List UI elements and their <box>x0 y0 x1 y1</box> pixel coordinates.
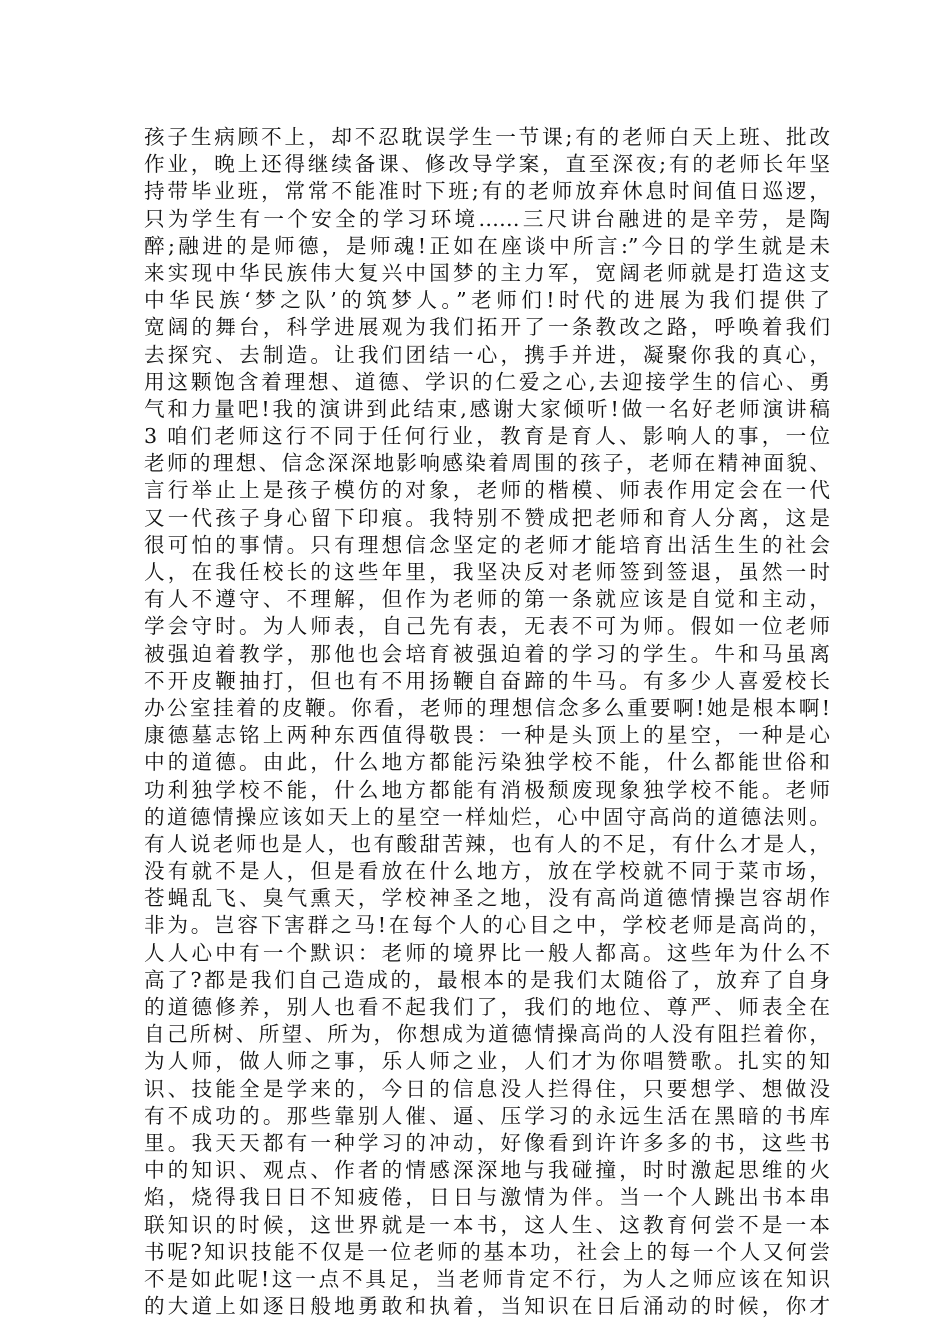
text-line: 非为。岂容下害群之马!在每个人的心目之中，学校老师是高尚的， <box>144 913 830 938</box>
text-line: 中华民族‘梦之队’的筑梦人。”老师们!时代的进展为我们提供了 <box>144 288 830 313</box>
text-line: 老师的理想、信念深深地影响感染着周围的孩子，老师在精神面貌、 <box>144 451 830 476</box>
text-line: 书呢?知识技能不仅是一位老师的基本功，社会上的每一个人又何尝 <box>144 1239 830 1264</box>
text-line: 作业，晚上还得继续备课、修改导学案，直至深夜;有的老师长年坚 <box>144 152 830 177</box>
text-line: 康德墓志铭上两种东西值得敬畏：一种是头顶上的星空，一种是心 <box>144 723 830 748</box>
text-line: 被强迫着教学，那他也会培育被强迫着的学习的学生。牛和马虽离 <box>144 641 830 666</box>
text-line: 又一代孩子身心留下印痕。我特别不赞成把老师和育人分离，这是 <box>144 505 830 530</box>
text-line: 苍蝇乱飞、臭气熏天，学校神圣之地，没有高尚道德情操岂容胡作 <box>144 886 830 911</box>
text-line: 用这颗饱含着理想、道德、学识的仁爱之心,去迎接学生的信心、勇 <box>144 369 830 394</box>
text-line: 宽阔的舞台，科学进展观为我们拓开了一条教改之路，呼唤着我们 <box>144 315 830 340</box>
text-line: 办公室挂着的皮鞭。你看，老师的理想信念多么重要啊!她是根本啊! <box>144 695 830 720</box>
text-line: 中的道德。由此，什么地方都能污染独学校不能，什么都能世俗和 <box>144 750 830 775</box>
text-line: 醉;融进的是师德，是师魂!正如在座谈中所言:”今日的学生就是未 <box>144 233 830 258</box>
text-line: 3 咱们老师这行不同于任何行业，教育是育人、影响人的事，一位 <box>144 424 830 449</box>
text-line: 不是如此呢!这一点不具足，当老师肯定不行，为人之师应该在知识 <box>144 1266 830 1291</box>
text-line: 很可怕的事情。只有理想信念坚定的老师才能培育出活生生的社会 <box>144 532 830 557</box>
text-line: 人，在我任校长的这些年里，我坚决反对老师签到签退，虽然一时 <box>144 560 830 584</box>
text-line: 的大道上如逐日般地勇敢和执着，当知识在日后涌动的时候，你才 <box>144 1294 830 1319</box>
text-line: 持带毕业班，常常不能准时下班;有的老师放弃休息时间值日巡逻， <box>144 179 830 204</box>
text-line: 有不成功的。那些靠别人催、逼、压学习的永远生活在黑暗的书库 <box>144 1103 830 1128</box>
text-line: 的道德情操应该如天上的星空一样灿烂，心中固守高尚的道德法则。 <box>144 804 830 829</box>
text-line: 不开皮鞭抽打，但也有不用扬鞭自奋蹄的牛马。有多少人喜爱校长 <box>144 668 830 693</box>
text-line: 识、技能全是学来的，今日的信息没人拦得住，只要想学、想做没 <box>144 1076 830 1101</box>
text-line: 焰，烧得我日日不知疲倦，日日与激情为伴。当一个人跳出书本串 <box>144 1185 830 1210</box>
text-line: 没有就不是人，但是看放在什么地方，放在学校就不同于菜市场， <box>144 859 830 884</box>
body-text <box>144 124 830 1320</box>
text-line: 只为学生有一个安全的学习环境……三尺讲台融进的是辛劳，是陶 <box>144 206 830 231</box>
text-line: 自己所树、所望、所为，你想成为道德情操高尚的人没有阻拦着你， <box>144 1022 830 1047</box>
text-line: 联知识的时候，这世界就是一本书，这人生、这教育何尝不是一本 <box>144 1212 830 1237</box>
text-line: 的道德修养，别人也看不起我们了，我们的地位、尊严、师表全在 <box>144 995 830 1019</box>
text-line: 人人心中有一个默识：老师的境界比一般人都高。这些年为什么不 <box>144 940 830 965</box>
text-line: 气和力量吧!我的演讲到此结束,感谢大家倾听!做一名好老师演讲稿 <box>144 396 830 421</box>
text-line: 学会守时。为人师表，自己先有表，无表不可为师。假如一位老师 <box>144 614 830 639</box>
text-line: 中的知识、观点、作者的情感深深地与我碰撞，时时激起思维的火 <box>144 1158 830 1183</box>
text-line: 为人师，做人师之事，乐人师之业，人们才为你唱赞歌。扎实的知 <box>144 1049 830 1074</box>
text-line: 里。我天天都有一种学习的冲动，好像看到许许多多的书，这些书 <box>144 1130 830 1155</box>
text-line: 去探究、去制造。让我们团结一心，携手并进，凝聚你我的真心， <box>144 342 830 367</box>
text-line: 来实现中华民族伟大复兴中国梦的主力军，宽阔老师就是打造这支 <box>144 260 830 285</box>
text-line: 有人不遵守、不理解，但作为老师的第一条就应该是自觉和主动， <box>144 587 830 612</box>
text-line: 功利独学校不能，什么地方都能有消极颓废现象独学校不能。老师 <box>144 777 830 802</box>
text-line: 有人说老师也是人，也有酸甜苦辣，也有人的不足，有什么才是人， <box>144 831 830 856</box>
text-line: 孩子生病顾不上，却不忍耽误学生一节课;有的老师白天上班、批改 <box>144 125 830 149</box>
text-line: 言行举止上是孩子模仿的对象，老师的楷模、师表作用定会在一代 <box>144 478 830 503</box>
text-line: 高了?都是我们自己造成的，最根本的是我们太随俗了，放弃了自身 <box>144 967 830 992</box>
